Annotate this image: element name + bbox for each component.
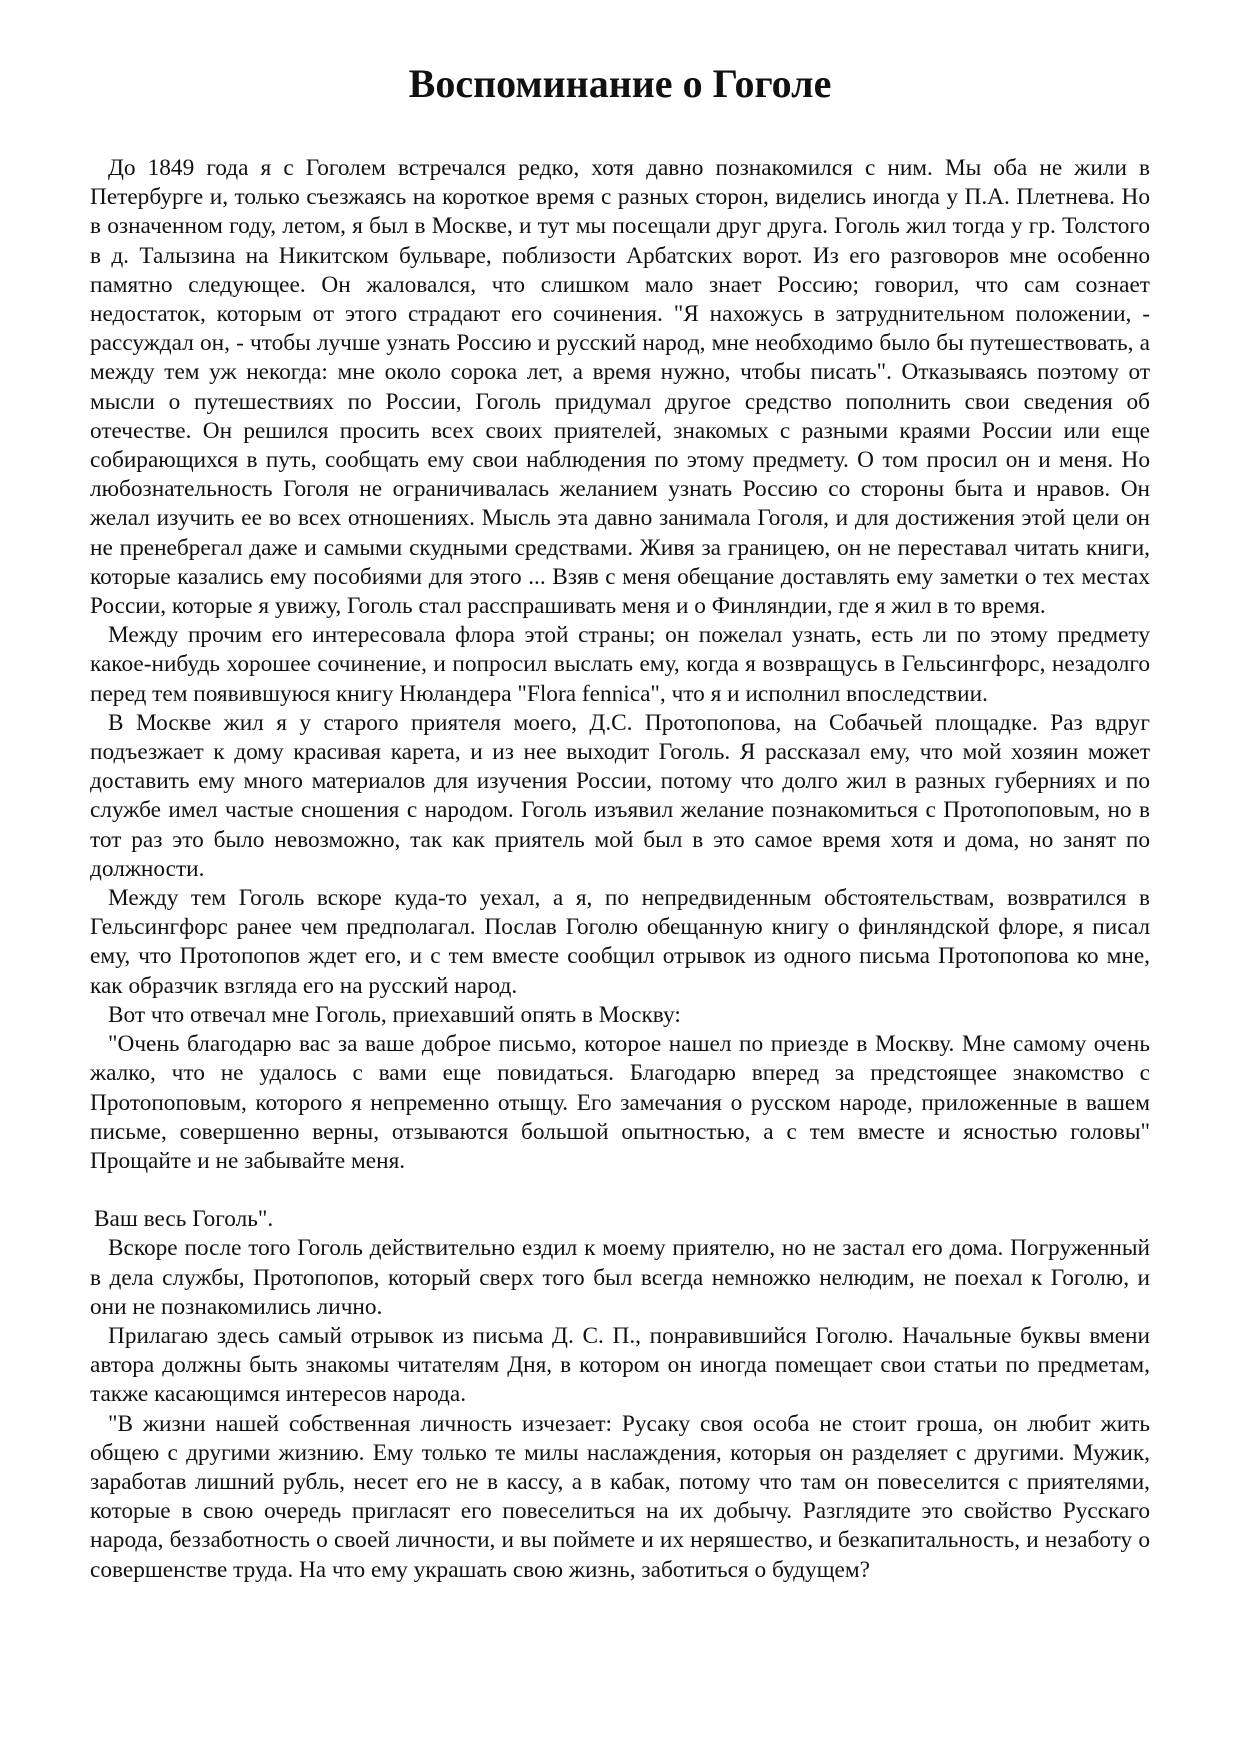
paragraph: До 1849 года я с Гоголем встречался редко, хотя давно познакомился с ним. Мы оба не жили в Петербурге и, только съезжаясь на короткое время с разных сторон, виделись иногда у П.А. Плетнева. Но в означенном году, летом, я был в Москве, и тут мы посещали друг друга. Гоголь жил тогда у гр. Толстого в д. Талызина на Никитском бульваре, поблизости Арбатских ворот. Из его разговоров мне особенно памятно следующее. Он жаловался, что слишком мало знает Россию; говорил, что сам сознает недостаток, которым от этого страдают его сочинения. "Я нахожусь в затруднительном положении, - рассуждал он, - чтобы лучше узнать Россию и русский народ, мне необходимо было бы путешествовать, а между тем уж некогда: мне около сорока лет, а время нужно, чтобы писать". Отказываясь поэтому от мысли о путешествиях по России, Гоголь придумал другое средство пополнить свои сведения об отечестве. Он решился просить всех своих приятелей, знакомых с разными краями России или еще собирающихся в путь, сообщать ему свои наблюдения по этому предмету. О том просил он и меня. Но любознательность Гоголя не ограничивалась желанием узнать Россию со стороны быта и нравов. Он желал изучить ее во всех отношениях. Мысль эта давно занимала Гоголя, и для достижения этой цели он не пренебрегал даже и самыми скудными средствами. Живя за границею, он не переставал читать книги, которые казались ему пособиями для этого ... Взяв с меня обещание доставлять ему заметки о тех местах России, которые я увижу, Гоголь стал расспрашивать меня и о Финляндии, где я жил в то время. <box>90 155 1150 620</box>
letter-quote-paragraph: "Очень благодарю вас за ваше доброе письмо, которое нашел по приезде в Москву. Мне самому очень жалко, что не удалось с вами еще повидаться. Благодарю вперед за предстоящее знакомство с Протопоповым, которого я непременно отыщу. Его замечания о русском народе, приложенные в вашем письме, совершенно верны, отзываются большой опытностью, а с тем вместе и ясностью головы" Прощайте и не забывайте меня. <box>90 1031 1150 1174</box>
letter-excerpt-paragraph: "В жизни нашей собственная личность изчезает: Русаку своя особа не стоит гроша, он любит жить общею с другими жизнию. Ему только те милы наслаждения, которыя он разделяет с другими. Мужик, заработав лишний рубль, несет его не в кассу, а в кабак, потому что там он повеселится с приятелями, которые в свою очередь пригласят его повеселиться на их добычу. Разглядите это свойство Русскаго народа, беззаботность о своей личности, и вы поймете и их неряшество, и безкапитальность, и незаботу о совершенстве труда. На что ему украшать свою жизнь, заботиться о будущем? <box>90 1410 1150 1583</box>
paragraph: Вот что отвечал мне Гоголь, приехавший опять в Москву: <box>108 1001 681 1028</box>
paragraph: В Москве жил я у старого приятеля моего, Д.С. Протопопова, на Собачьей площадке. Раз вдруг подъезжает к дому красивая карета, и из нее выходит Гоголь. Я рассказал ему, что мой хозяин может доставить ему много материалов для изучения России, потому что долго жил в разных губерниях и по службе имел частые сношения с народом. Гоголь изъявил желание познакомиться с Протопоповым, но в тот раз это было невозможно, так как приятель мой был в это самое время хотя и дома, но занят по должности. <box>90 709 1150 882</box>
blank-line <box>90 1176 1150 1205</box>
paragraph: Вскоре после того Гоголь действительно ездил к моему приятелю, но не застал его дома. Погруженный в дела службы, Протопопов, который сверх того был всегда немножко нелюдим, не поехал к Гоголю, и они не познакомились лично. <box>90 1235 1150 1320</box>
paragraph: Между тем Гоголь вскоре куда-то уехал, а я, по непредвиденным обстоятельствам, возвратился в Гельсингфорс ранее чем предполагал. Послав Гоголю обещанную книгу о финляндской флоре, я писал ему, что Протопопов ждет его, и с тем вместе сообщил отрывок из одного письма Протопопова ко мне, как образчик взгляда его на русский народ. <box>90 885 1150 999</box>
document-body <box>90 154 1150 1585</box>
letter-signature: Ваш весь Гоголь". <box>94 1206 274 1233</box>
paragraph: Прилагаю здесь самый отрывок из письма Д. С. П., понравившийся Гоголю. Начальные буквы вмени автора должны быть знакомы читателям Дня, в котором он иногда помещает свои статьи по предметам, также касающимся интересов народа. <box>90 1322 1150 1408</box>
paragraph: Между прочим его интересовала флора этой страны; он пожелал узнать, есть ли по этому предмету какое-нибудь хорошее сочинение, и попросил выслать ему, когда я возвращусь в Гельсингфорс, незадолго перед тем появившуюся книгу Нюландера "Flora fennica", что я и исполнил впоследствии. <box>90 622 1150 707</box>
document-title: Воспоминание о Гоголе <box>408 61 832 106</box>
